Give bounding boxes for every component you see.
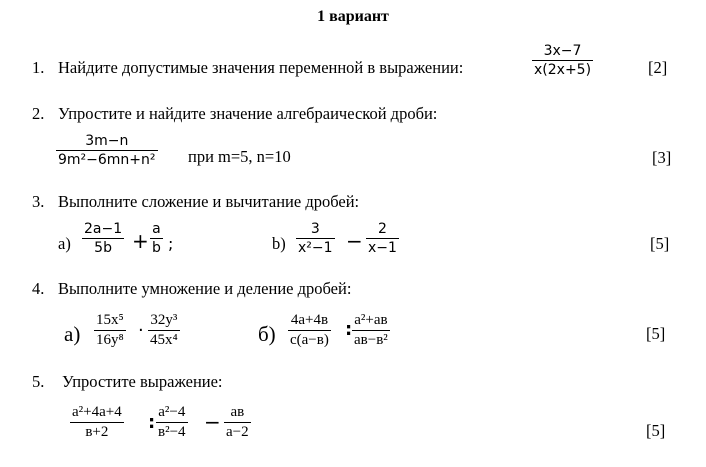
denominator: b bbox=[152, 240, 161, 256]
task-3-text: Выполните сложение и вычитание дробей: bbox=[58, 192, 360, 211]
numerator: 2a−1 bbox=[84, 221, 123, 237]
fraction-bar bbox=[224, 422, 251, 423]
task-1-fraction bbox=[532, 44, 593, 77]
denominator: в²−4 bbox=[158, 424, 186, 440]
fraction-bar bbox=[532, 60, 593, 61]
task-4-score: [5] bbox=[646, 324, 666, 343]
fraction-bar bbox=[352, 330, 390, 331]
task-3-number: 3. bbox=[32, 192, 45, 211]
task-1-denominator: x(2x+5) bbox=[534, 62, 592, 78]
task-5-fraction-1 bbox=[70, 405, 124, 440]
task-1-number: 1. bbox=[32, 58, 45, 77]
numerator: 32y³ bbox=[150, 312, 178, 328]
divide-operator: : bbox=[345, 319, 353, 340]
task-1-score: [2] bbox=[648, 58, 668, 77]
fraction-bar bbox=[150, 238, 163, 239]
task-5-number: 5. bbox=[32, 372, 45, 391]
task-4-number: 4. bbox=[32, 279, 45, 298]
fraction-bar bbox=[82, 238, 124, 239]
task-3a-fraction-1 bbox=[82, 222, 124, 255]
fraction-bar bbox=[94, 330, 126, 331]
denominator: 16y⁸ bbox=[96, 332, 124, 348]
semicolon: ; bbox=[168, 234, 174, 253]
task-3a-fraction-2 bbox=[150, 222, 163, 255]
task-5-fraction-3 bbox=[224, 405, 251, 440]
denominator: ав−в² bbox=[354, 332, 388, 348]
task-4a-label: а) bbox=[64, 322, 81, 346]
task-4b-label: б) bbox=[258, 322, 276, 346]
multiply-operator: · bbox=[138, 320, 144, 341]
numerator: 2 bbox=[378, 221, 387, 237]
task-4a-fraction-2 bbox=[148, 313, 180, 348]
divide-operator: : bbox=[148, 412, 156, 433]
task-2-condition: при m=5, n=10 bbox=[188, 147, 291, 166]
fraction-bar bbox=[148, 330, 180, 331]
denominator: в+2 bbox=[85, 424, 109, 440]
fraction-bar bbox=[56, 150, 158, 151]
task-3b-fraction-1 bbox=[296, 222, 335, 255]
denominator: а−2 bbox=[226, 424, 249, 440]
denominator: x−1 bbox=[368, 240, 397, 256]
numerator: а²+4а+4 bbox=[72, 404, 122, 420]
task-4-text: Выполните умножение и деление дробей: bbox=[58, 279, 352, 298]
task-2-number: 2. bbox=[32, 104, 45, 123]
minus-operator: − bbox=[346, 229, 363, 253]
task-5-score: [5] bbox=[646, 421, 666, 440]
task-5-fraction-2 bbox=[156, 405, 188, 440]
page-title: 1 вариант bbox=[317, 8, 389, 25]
numerator: ав bbox=[230, 404, 245, 420]
plus-operator: + bbox=[132, 229, 149, 253]
numerator: 4а+4в bbox=[290, 312, 329, 328]
numerator: а²−4 bbox=[158, 404, 186, 420]
task-3a-label: a) bbox=[58, 234, 71, 253]
numerator: 3 bbox=[310, 221, 320, 237]
task-2-numerator: 3m−n bbox=[85, 133, 129, 149]
fraction-bar bbox=[288, 330, 331, 331]
fraction-bar bbox=[70, 422, 124, 423]
task-1-text: Найдите допустимые значения переменной в выражении: bbox=[58, 58, 464, 77]
task-2-denominator: 9m²−6mn+n² bbox=[58, 152, 156, 168]
task-2-score: [3] bbox=[652, 148, 672, 167]
numerator: а²+ав bbox=[354, 312, 388, 328]
fraction-bar bbox=[366, 238, 399, 239]
task-4b-fraction-1 bbox=[288, 313, 331, 348]
denominator: x²−1 bbox=[298, 240, 333, 256]
denominator: с(а−в) bbox=[290, 332, 329, 348]
fraction-bar bbox=[296, 238, 335, 239]
task-5-text: Упростите выражение: bbox=[62, 372, 223, 391]
task-2-text: Упростите и найдите значение алгебраической дроби: bbox=[58, 104, 438, 123]
denominator: 5b bbox=[94, 240, 112, 256]
numerator: 15x⁵ bbox=[96, 312, 124, 328]
task-4b-fraction-2 bbox=[352, 313, 390, 348]
task-1-numerator: 3x−7 bbox=[543, 43, 582, 59]
minus-operator: − bbox=[204, 410, 221, 434]
task-2-fraction bbox=[56, 134, 158, 167]
task-4a-fraction-1 bbox=[94, 313, 126, 348]
fraction-bar bbox=[156, 422, 188, 423]
denominator: 45x⁴ bbox=[150, 332, 178, 348]
numerator: a bbox=[152, 221, 161, 237]
task-3b-label: b) bbox=[272, 234, 286, 253]
task-3b-fraction-2 bbox=[366, 222, 399, 255]
task-3-score: [5] bbox=[650, 234, 670, 253]
